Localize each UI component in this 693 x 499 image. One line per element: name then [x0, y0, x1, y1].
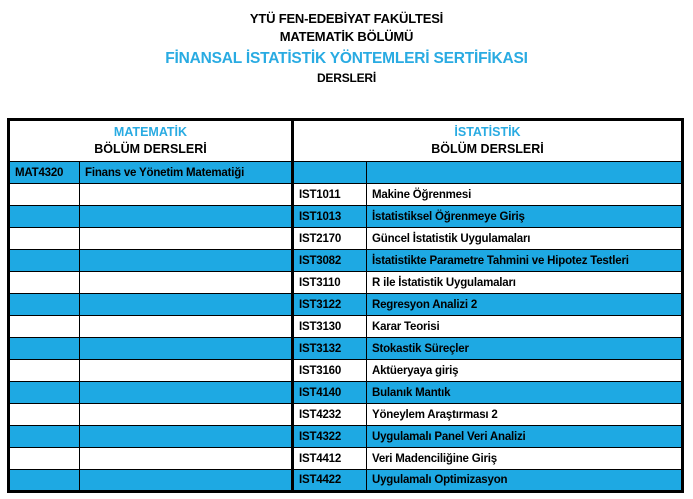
mat-course-code-cell: [9, 470, 80, 492]
course-table-body: [9, 162, 683, 492]
mat-course-name-cell: [80, 338, 293, 360]
course-table-row: [9, 470, 683, 492]
ist-course-code-cell: IST3132: [293, 338, 367, 360]
course-table-row: [9, 360, 683, 382]
mat-course-code-cell: MAT4320: [9, 162, 80, 184]
mat-course-code-cell: [9, 448, 80, 470]
ist-course-name-cell: Karar Teorisi: [367, 316, 683, 338]
mat-course-name-cell: [80, 250, 293, 272]
ist-course-code-cell: IST3122: [293, 294, 367, 316]
course-table-row: [9, 162, 683, 184]
courses-title: DERSLERİ: [316, 71, 377, 85]
mat-course-name-cell: [80, 470, 293, 492]
ist-course-name-cell: R ile İstatistik Uygulamaları: [367, 272, 683, 294]
course-table-row: [9, 382, 683, 404]
mat-course-code-cell: [9, 360, 80, 382]
mat-course-code-cell: [9, 294, 80, 316]
mat-course-code-cell: [9, 250, 80, 272]
mat-course-name-cell: [80, 360, 293, 382]
mat-course-code-cell: [9, 426, 80, 448]
faculty-title: YTÜ FEN-EDEBİYAT FAKÜLTESİ: [249, 11, 444, 26]
ist-course-code-cell: IST4232: [293, 404, 367, 426]
mat-course-code-cell: [9, 316, 80, 338]
math-group-title: MATEMATİK: [113, 125, 188, 139]
mat-course-code-cell: [9, 404, 80, 426]
mat-course-name-cell: [80, 426, 293, 448]
ist-course-code-cell: IST3082: [293, 250, 367, 272]
math-group-subtitle: BÖLÜM DERSLERİ: [94, 142, 207, 156]
ist-course-name-cell: Veri Madenciliğine Giriş: [367, 448, 683, 470]
mat-course-name-cell: [80, 228, 293, 250]
ist-course-code-cell: IST4412: [293, 448, 367, 470]
ist-course-code-cell: IST4140: [293, 382, 367, 404]
ist-course-name-cell: Yöneylem Araştırması 2: [367, 404, 683, 426]
mat-course-name-cell: [80, 404, 293, 426]
mat-course-name-cell: [80, 316, 293, 338]
ist-course-name-cell: Makine Öğrenmesi: [367, 184, 683, 206]
course-table-row: [9, 228, 683, 250]
math-group-header: [9, 120, 293, 162]
course-table-row: [9, 448, 683, 470]
course-table-row: [9, 404, 683, 426]
course-table: [7, 118, 684, 493]
certificate-title: FİNANSAL İSTATİSTİK YÖNTEMLERİ SERTİFİKASI: [165, 50, 528, 67]
ist-course-name-cell: Uygulamalı Optimizasyon: [367, 470, 683, 492]
ist-course-name-cell: Regresyon Analizi 2: [367, 294, 683, 316]
ist-course-code-cell: IST3130: [293, 316, 367, 338]
ist-course-name-cell: İstatistiksel Öğrenmeye Giriş: [367, 206, 683, 228]
course-table-row: [9, 338, 683, 360]
mat-course-code-cell: [9, 206, 80, 228]
ist-course-code-cell: [293, 162, 367, 184]
department-title: MATEMATİK BÖLÜMÜ: [279, 29, 414, 44]
statistics-group-title: İSTATİSTİK: [454, 125, 521, 139]
ist-course-code-cell: IST4322: [293, 426, 367, 448]
course-table-row: [9, 206, 683, 228]
course-table-row: [9, 184, 683, 206]
statistics-group-subtitle: BÖLÜM DERSLERİ: [431, 142, 544, 156]
ist-course-code-cell: IST4422: [293, 470, 367, 492]
course-table-row: [9, 426, 683, 448]
mat-course-name-cell: Finans ve Yönetim Matematiği: [80, 162, 293, 184]
mat-course-name-cell: [80, 448, 293, 470]
ist-course-code-cell: IST1013: [293, 206, 367, 228]
mat-course-code-cell: [9, 272, 80, 294]
ist-course-name-cell: Uygulamalı Panel Veri Analizi: [367, 426, 683, 448]
ist-course-code-cell: IST1011: [293, 184, 367, 206]
ist-course-name-cell: [367, 162, 683, 184]
ist-course-name-cell: Güncel İstatistik Uygulamaları: [367, 228, 683, 250]
course-table-row: [9, 272, 683, 294]
ist-course-name-cell: Aktüeryaya giriş: [367, 360, 683, 382]
mat-course-name-cell: [80, 382, 293, 404]
mat-course-name-cell: [80, 184, 293, 206]
course-table-row: [9, 250, 683, 272]
table-group-header-row: [9, 120, 683, 162]
ist-course-name-cell: İstatistikte Parametre Tahmini ve Hipotez Testleri: [367, 250, 683, 272]
mat-course-code-cell: [9, 228, 80, 250]
mat-course-name-cell: [80, 206, 293, 228]
course-table-row: [9, 316, 683, 338]
ist-course-name-cell: Bulanık Mantık: [367, 382, 683, 404]
ist-course-code-cell: IST3110: [293, 272, 367, 294]
mat-course-code-cell: [9, 338, 80, 360]
mat-course-code-cell: [9, 382, 80, 404]
mat-course-name-cell: [80, 294, 293, 316]
ist-course-code-cell: IST2170: [293, 228, 367, 250]
statistics-group-header: [293, 120, 683, 162]
mat-course-name-cell: [80, 272, 293, 294]
course-table-row: [9, 294, 683, 316]
ist-course-code-cell: IST3160: [293, 360, 367, 382]
ist-course-name-cell: Stokastik Süreçler: [367, 338, 683, 360]
document-header: [0, 0, 693, 88]
mat-course-code-cell: [9, 184, 80, 206]
